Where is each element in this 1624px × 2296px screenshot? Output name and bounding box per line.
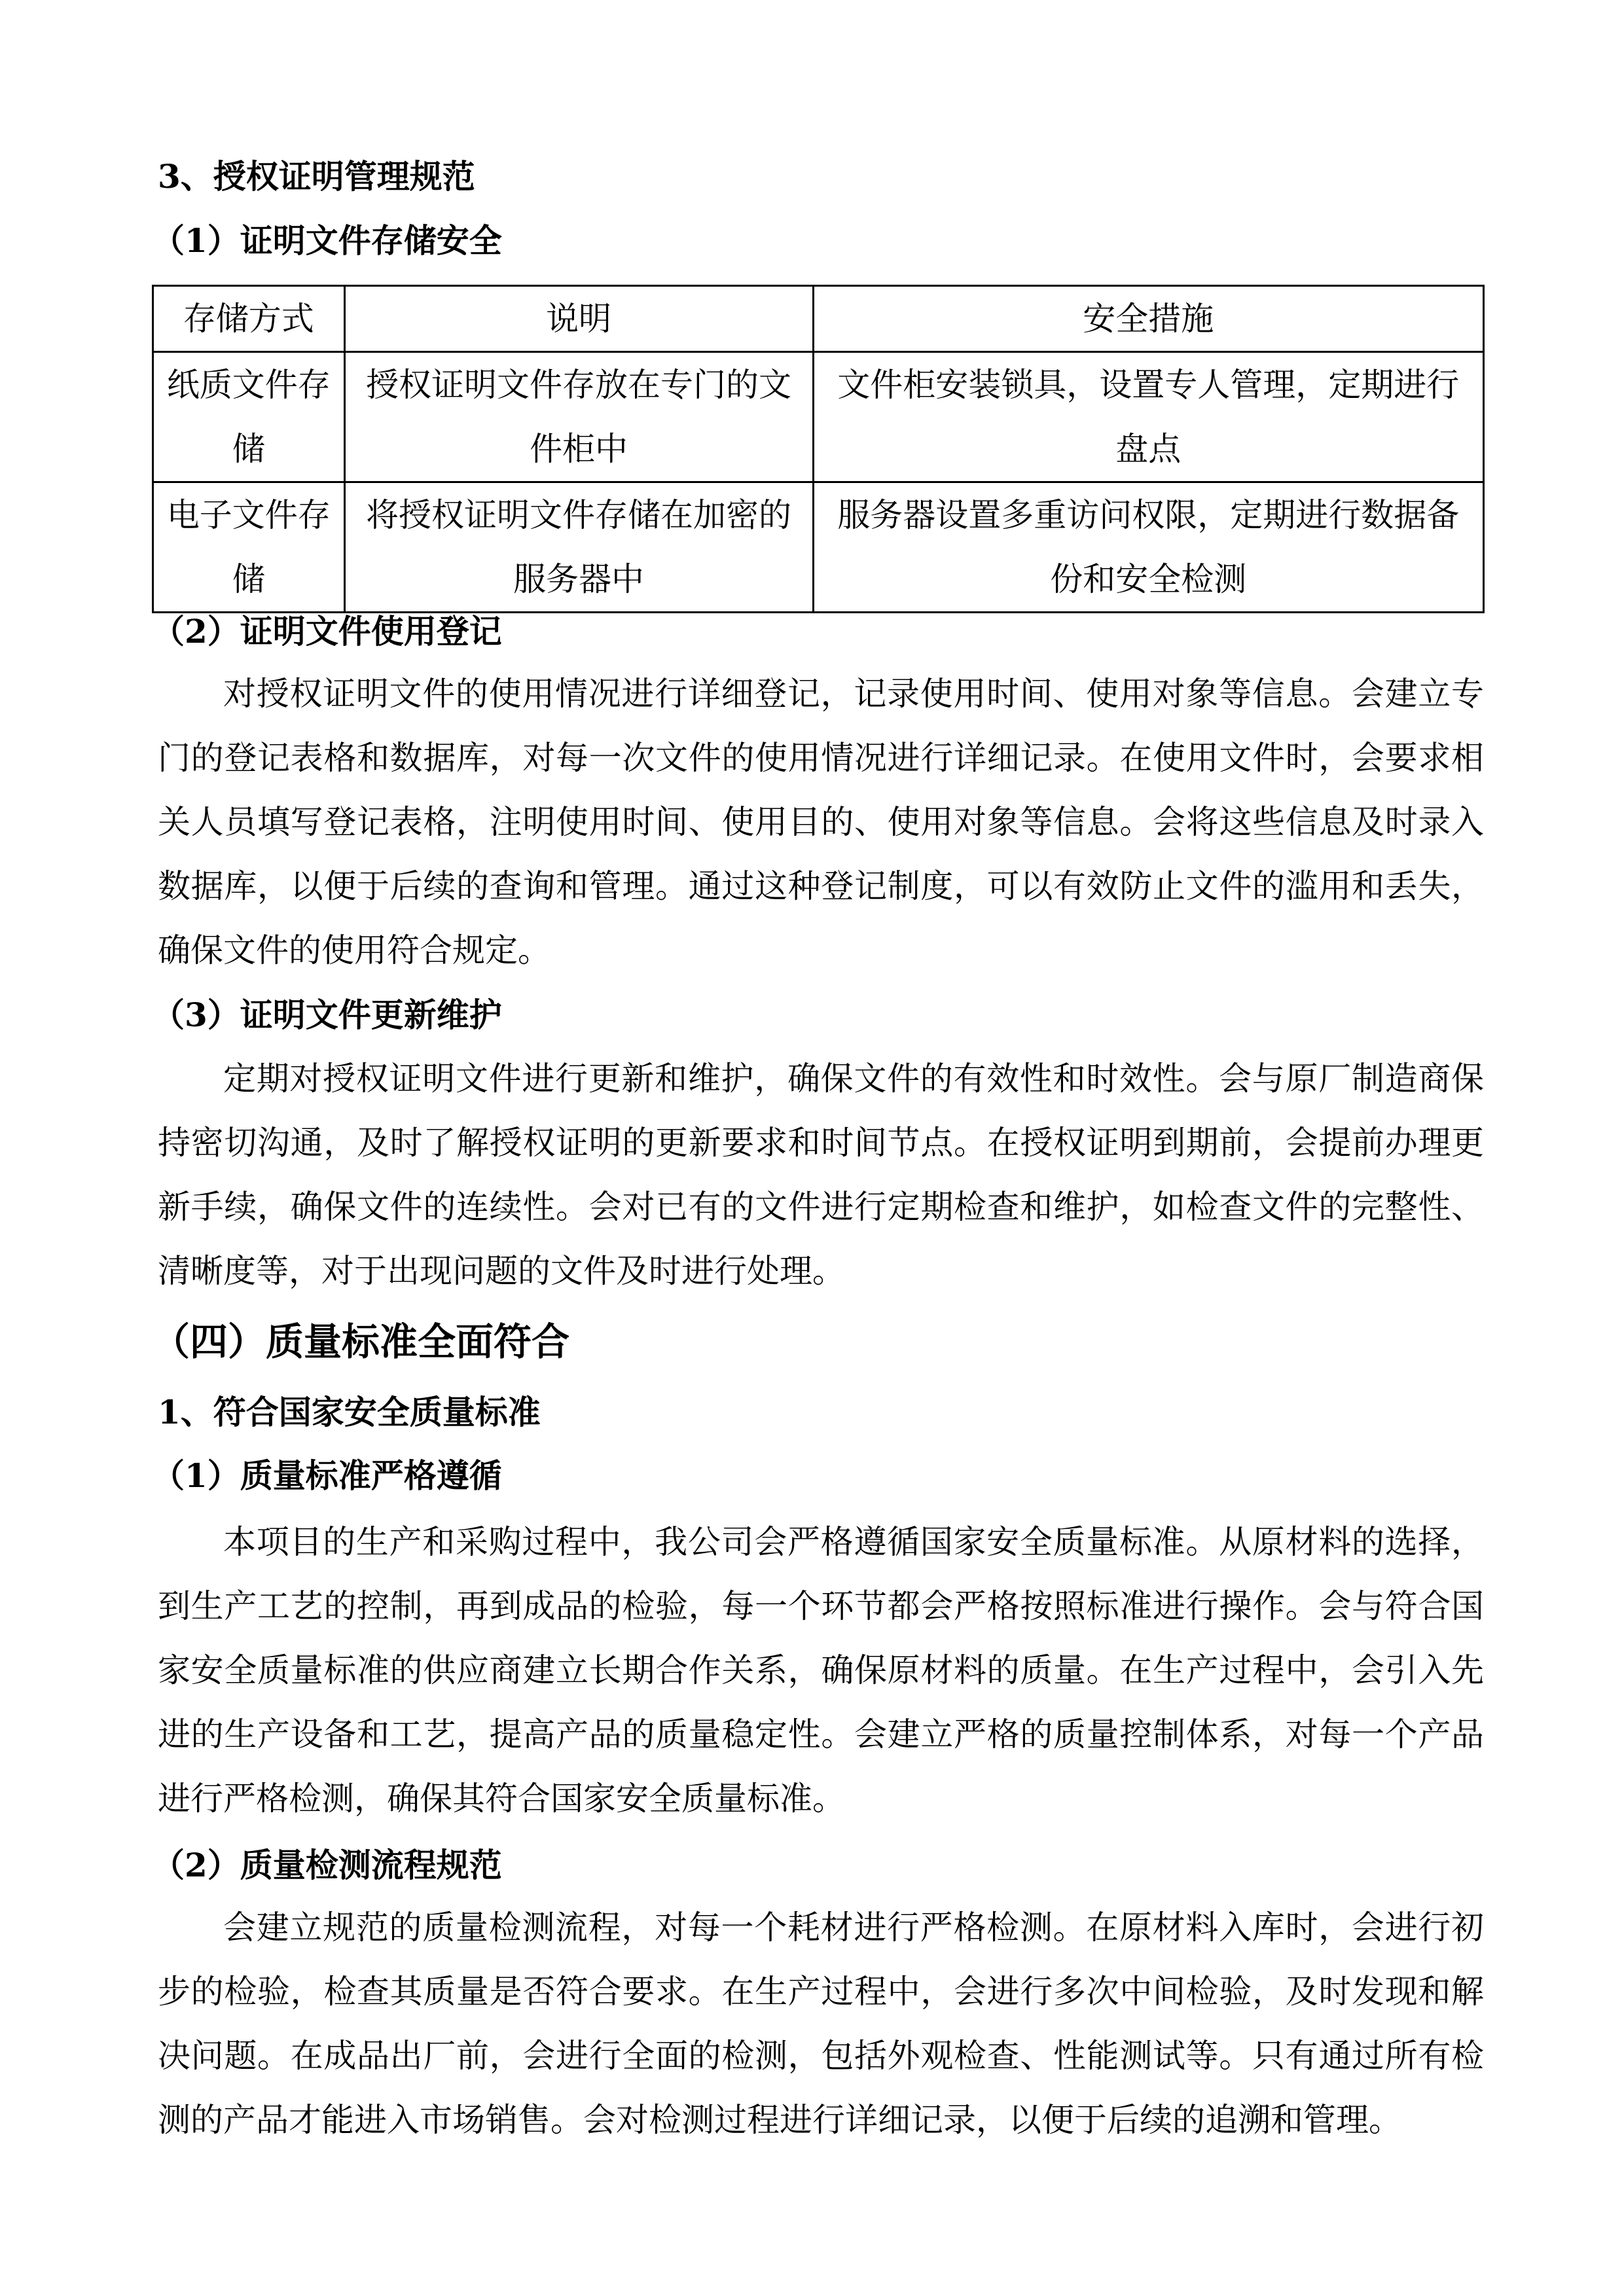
subheading-usage-registration: （2）证明文件使用登记 — [152, 612, 502, 651]
table-header-cell: 存储方式 — [153, 286, 345, 352]
subheading-update-maintenance: （3）证明文件更新维护 — [152, 996, 502, 1034]
table-cell: 纸质文件存储 — [153, 352, 345, 482]
subheading-standard-compliance: （1）质量标准严格遵循 — [152, 1456, 502, 1495]
subheading-inspection-process: （2）质量检测流程规范 — [152, 1846, 502, 1884]
table-header-row — [153, 286, 1484, 352]
paragraph-standard-compliance: 本项目的生产和采购过程中，我公司会严格遵循国家安全质量标准。从原材料的选择，到生产工艺的控制，再到成品的检验，每一个环节都会严格按照标准进行操作。会与符合国家安全质量标准的供应商建立长期合作关系，确保原材料的质量。在生产过程中，会引入先进的生产设备和工艺，提高产品的质量稳定性。会建立严格的质量控制体系，对每一个产品进行严格检测，确保其符合国家安全质量标准。 — [158, 1523, 1484, 1818]
table-cell: 服务器设置多重访问权限，定期进行数据备份和安全检测 — [813, 482, 1483, 613]
storage-table — [152, 285, 1485, 613]
table-header-cell: 说明 — [344, 286, 813, 352]
section-heading-national-standard: 1、符合国家安全质量标准 — [158, 1393, 541, 1431]
subheading-storage-security: （1）证明文件存储安全 — [152, 221, 502, 260]
paragraph-update-maintenance: 定期对授权证明文件进行更新和维护，确保文件的有效性和时效性。会与原厂制造商保持密切沟通，及时了解授权证明的更新要求和时间节点。在授权证明到期前，会提前办理更新手续，确保文件的连续性。会对已有的文件进行定期检查和维护，如检查文件的完整性、清晰度等，对于出现问题的文件及时进行处理。 — [158, 1060, 1484, 1290]
part-heading-quality: （四）质量标准全面符合 — [152, 1319, 570, 1364]
section-heading-3: 3、授权证明管理规范 — [158, 157, 475, 196]
paragraph-inspection-process: 会建立规范的质量检测流程，对每一个耗材进行严格检测。在原材料入库时，会进行初步的检验，检查其质量是否符合要求。在生产过程中，会进行多次中间检验，及时发现和解决问题。在成品出厂前，会进行全面的检测，包括外观检查、性能测试等。只有通过所有检测的产品才能进入市场销售。会对检测过程进行详细记录，以便于后续的追溯和管理。 — [158, 1909, 1484, 2139]
paragraph-usage-registration: 对授权证明文件的使用情况进行详细登记，记录使用时间、使用对象等信息。会建立专门的登记表格和数据库，对每一次文件的使用情况进行详细记录。在使用文件时，会要求相关人员填写登记表格，注明使用时间、使用目的、使用对象等信息。会将这些信息及时录入数据库，以便于后续的查询和管理。通过这种登记制度，可以有效防止文件的滥用和丢失，确保文件的使用符合规定。 — [158, 675, 1484, 969]
table-row — [153, 482, 1484, 613]
table-header-cell: 安全措施 — [813, 286, 1483, 352]
table-cell: 文件柜安装锁具，设置专人管理，定期进行盘点 — [813, 352, 1483, 482]
table-row — [153, 352, 1484, 482]
table-cell: 授权证明文件存放在专门的文件柜中 — [344, 352, 813, 482]
table-cell: 将授权证明文件存储在加密的服务器中 — [344, 482, 813, 613]
table-cell: 电子文件存储 — [153, 482, 345, 613]
